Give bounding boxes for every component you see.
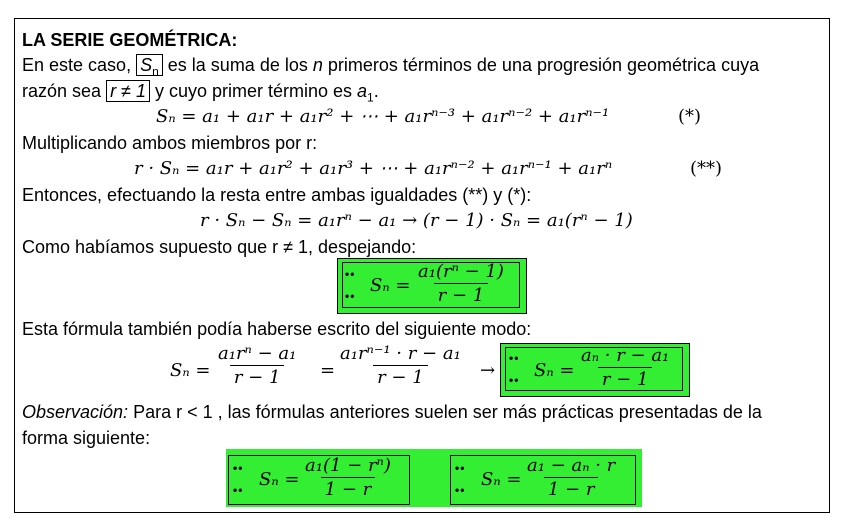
formula-4-lhs: Sₙ =: [481, 469, 522, 490]
dots-top: ••: [345, 267, 356, 281]
boxed-sn: [136, 54, 163, 79]
equation-4-arrow: →: [480, 360, 496, 381]
text-segment: En este caso,: [22, 55, 137, 75]
equation-2-tag: (**): [690, 158, 723, 179]
numerator: a₁(rⁿ − 1): [418, 261, 504, 282]
text-segment: .: [373, 81, 379, 101]
numerator: a₁rⁿ⁻¹ · r − a₁: [340, 343, 461, 364]
numerator: a₁ − aₙ · r: [527, 455, 616, 476]
paragraph-line-6: Esta fórmula también podía haberse escrito del siguiente modo:: [22, 319, 532, 339]
dots-bottom: ••: [233, 483, 244, 497]
denominator: 1 − r: [321, 477, 376, 500]
paragraph-line-2: [22, 80, 379, 109]
dots-bottom: ••: [455, 483, 466, 497]
paragraph-line-3: Multiplicando ambos miembros por r:: [22, 133, 318, 153]
paragraph-line-7: [22, 401, 762, 423]
text-segment: primeros términos de una progresión geométrica cuya: [322, 55, 760, 75]
equation-1-tag: (*): [678, 106, 702, 127]
equation-4-equals: =: [320, 360, 336, 381]
paragraph-line-8: forma siguiente:: [22, 428, 151, 448]
text-segment: Para r < 1 , las fórmulas anteriores suelen ser más prácticas presentadas de la: [128, 402, 762, 422]
formula-1-lhs: Sₙ =: [370, 275, 411, 296]
symbol-s: S: [140, 55, 153, 75]
subscript-n: n: [152, 64, 159, 79]
denominator: r − 1: [598, 367, 653, 390]
observation-label: Observación:: [22, 402, 129, 422]
paragraph-line-4: Entonces, efectuando la resta entre ambas igualdades (**) y (*):: [22, 185, 532, 205]
equation-3: r · Sₙ − Sₙ = a₁rⁿ − a₁ → (r − 1) · Sₙ = a₁(rⁿ − 1): [200, 210, 633, 231]
equation-4-lhs: Sₙ =: [170, 360, 211, 381]
formula-2-lhs: Sₙ =: [534, 360, 575, 381]
denominator: r − 1: [230, 365, 285, 388]
formula-4-fraction: [523, 455, 619, 500]
text-segment: razón sea: [22, 81, 107, 101]
boxed-condition: r ≠ 1: [106, 80, 150, 102]
text-segment: es la suma de los: [162, 55, 313, 75]
text-segment: y cuyo primer término es: [149, 81, 358, 101]
numerator: a₁(1 − rⁿ): [305, 455, 391, 476]
highlight-formula-1: [337, 258, 527, 314]
dots-top: ••: [455, 461, 466, 475]
formula-4-box: [450, 455, 636, 505]
numerator: a₁rⁿ − a₁: [218, 343, 297, 364]
denominator: 1 − r: [544, 477, 599, 500]
equation-1: Sₙ = a₁ + a₁r + a₁r² + ⋯ + a₁rⁿ⁻³ + a₁rⁿ⁻² + a₁rⁿ⁻¹: [156, 106, 610, 127]
dots-bottom: ••: [509, 373, 520, 387]
paragraph-line-1: [22, 54, 759, 83]
denominator: r − 1: [373, 365, 428, 388]
formula-3-lhs: Sₙ =: [259, 469, 300, 490]
formula-2-fraction: [577, 345, 673, 390]
symbol-a: a: [357, 81, 368, 101]
denominator: r − 1: [434, 283, 489, 306]
formula-3-box: [228, 455, 410, 505]
equation-2: r · Sₙ = a₁r + a₁r² + a₁r³ + ⋯ + a₁rⁿ⁻² + a₁rⁿ⁻¹ + a₁rⁿ: [134, 158, 613, 179]
section-title: LA SERIE GEOMÉTRICA:: [22, 30, 238, 50]
formula-3-fraction: [301, 455, 395, 500]
dots-top: ••: [233, 461, 244, 475]
paragraph-line-5: Como habíamos supuesto que r ≠ 1, despejando:: [22, 237, 417, 257]
equation-4-fraction-1: [214, 343, 300, 388]
formula-1-fraction: [414, 261, 508, 306]
subscript-1: 1: [367, 90, 374, 105]
symbol-n: n: [312, 55, 323, 75]
dots-bottom: ••: [345, 289, 356, 303]
highlight-formula-2: [500, 343, 690, 397]
numerator: aₙ · r − a₁: [581, 345, 670, 366]
dots-top: ••: [509, 351, 520, 365]
equation-4-fraction-2: [336, 343, 465, 388]
